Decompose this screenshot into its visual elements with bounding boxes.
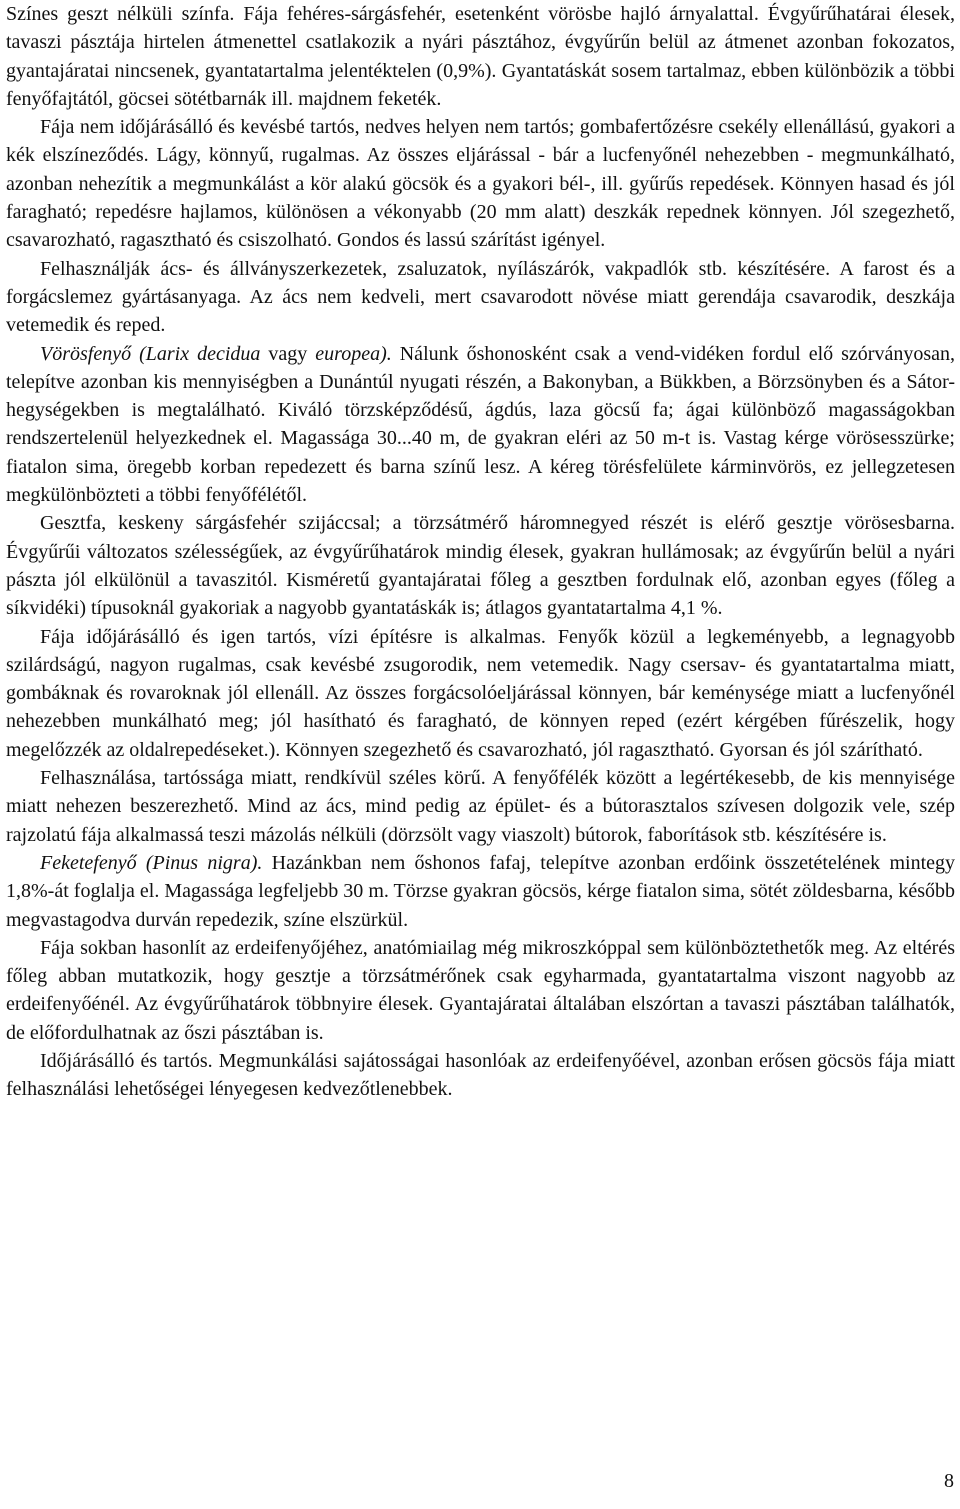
paragraph-black-pine-intro <box>6 849 955 934</box>
species-name-italic-2: europea). <box>315 342 392 365</box>
species-name-italic: Vörösfenyő (Larix decidua <box>40 342 261 365</box>
document-page <box>6 0 955 1104</box>
paragraph-scots-pine-properties <box>6 113 955 254</box>
paragraph-text: Felhasználása, tartóssága miatt, rendkívül széles körű. A fenyőfélék között a legértékesebb, de kis mennyisége miatt nehezen beszerezhető. Mind az ács, mind pedig az épület- és a bútorasztalos szívesen dolgozik vele, szép rajzolatú fája alkalmassá teszi mázolás nélküli (dörzsölt vagy viaszolt) bútorok, faborítások stb. készítésére is. <box>6 767 955 846</box>
paragraph-text: Fája időjárásálló és igen tartós, vízi építésre is alkalmas. Fenyők közül a legkeményebb, a legnagyobb szilárdságú, nagyon rugalmas, csak kevésbé zsugorodik, nem vetemedik. Nagy csersav- és gyantatartalma miatt, gombáknak és rovaroknak jól ellenáll. Az összes forgácsolóeljárással könnyen, bár keménysége miatt a lucfenyőnél nehezebben munkálható meg; jól hasítható és faragható, de könnyen reped (ezért kérgében fűrészelik, hogy megelőzzék az oldalrepedéseket.). Könnyen szegezhető és csavarozható, jól ragasztható. Gyorsan és jól szárítható. <box>6 625 955 761</box>
paragraph-text: Gesztfa, keskeny sárgásfehér szijáccsal; a törzsátmérő háromnegyed részét is elérő gesztje vörösesbarna. Évgyűrűi változatos szélességűek, az évgyűrűhatárok mindig élesek, gyakran hullámosak; az évgyűrűn belül a nyári pászta jól elkülönül a tavaszitól. Kisméretű gyantajáratai főleg a gesztben fordulnak elő, azonban egyes (főleg a síkvidéki) típusoknál gyakoriak a nagyobb gyantatáskák is; átlagos gyantatartalma 4,1 %. <box>6 512 955 620</box>
paragraph-text: Színes geszt nélküli színfa. Fája fehéres-sárgásfehér, esetenként vörösbe hajló árnyalattal. Évgyűrűhatárai élesek, tavaszi pásztája hirtelen átmenettel csatlakozik a nyári pásztához, évgyűrűn belül az átmenet azonban fokozatos, gyantajáratai nincsenek, gyantatartalma jelentéktelen (0,9%). Gyantatáskát sosem tartalmaz, ebben különbözik a többi fenyőfajtától, göcsei sötétbarnák ill. majdnem feketék. <box>6 3 955 110</box>
paragraph-text: Hazánkban nem őshonos fafaj, telepítve azonban erdőink összetételének mintegy 1,8%-át foglalja el. Magassága legfeljebb 30 m. Törzse gyakran göcsös, kérge fiatalon sima, sötét zöldesbarna, később megvastagodva durván repedezik, színe elszürkül. <box>6 851 955 931</box>
paragraph-larch-wood-structure <box>6 509 955 622</box>
paragraph-larch-properties <box>6 623 955 764</box>
species-name-connector: vagy <box>260 342 316 365</box>
paragraph-larch-intro <box>6 340 955 510</box>
paragraph-text: Fája sokban hasonlít az erdeifenyőjéhez, anatómiailag még mikroszkóppal sem különböztethetők meg. Az eltérés főleg abban mutatkozik, hogy gesztje a törzsátmérőnek csak egyharmada, gyantatartalma viszont nagyobb az erdeifenyőénél. Az évgyűrűhatárok többnyire élesek. Gyantajáratai általában elszórtan a tavaszi pásztában találhatók, de előfordulhatnak az őszi pásztában is. <box>6 936 955 1044</box>
paragraph-black-pine-wood <box>6 934 955 1047</box>
paragraph-text: Felhasználják ács- és állványszerkezetek, zsaluzatok, nyílászárók, vakpadlók stb. készítésére. A farost és a forgácslemez gyártásanyaga. Az ács nem kedveli, mert csavarodott növése miatt gerendája csavarodik, deszkája vetemedik és reped. <box>6 257 955 337</box>
paragraph-text: Nálunk őshonosként csak a vend-vidéken fordul elő szórványosan, telepítve azonban kis mennyiségben a Dunántúl nyugati részén, a Bakonyban, a Bükkben, a Börzsönyben és a Sátor-hegységekben is megtalálható. Kiváló törzsképződésű, ágdús, laza göcsű fa; ágai különböző magasságokban rendszertelenül helyezkednek el. Magassága 30...40 m, de gyakran eléri az 50 m-t is. Vastag kérge vörösesszürke; fiatalon sima, öregebb korban repedezett és barna színű lesz. A kéreg törésfelülete kárminvörös, ez jellegzetesen megkülönbözteti a többi fenyőfélétől. <box>6 342 956 507</box>
species-name-italic: Feketefenyő (Pinus nigra). <box>40 851 263 874</box>
paragraph-text: Időjárásálló és tartós. Megmunkálási sajátosságai hasonlóak az erdeifenyőével, azonban erősen göcsös fája miatt felhasználási lehetőségei lényegesen kedvezőtlenebbek. <box>6 1049 955 1101</box>
page-number: 8 <box>944 1470 954 1492</box>
paragraph-scots-pine-uses <box>6 255 955 340</box>
paragraph-larch-uses <box>6 764 955 849</box>
paragraph-scots-pine-wood-description <box>6 0 955 113</box>
paragraph-text: Fája nem időjárásálló és kevésbé tartós, nedves helyen nem tartós; gombafertőzésre csekély ellenállású, gyakori a kék elszíneződés. Lágy, könnyű, rugalmas. Az összes eljárással - bár a lucfenyőnél nehezebben - megmunkálható, azonban nehezítik a megmunkálást a kör alakú göcsök és a gyakori bél-, ill. gyűrűs repedések. Könnyen hasad és jól faragható; repedésre hajlamos, különösen a vékonyabb (20 mm alatt) deszkák repednek könnyen. Jól szegezhető, csavarozható, ragasztható és csiszolható. Gondos és lassú szárítást igényel. <box>6 116 955 252</box>
paragraph-black-pine-properties <box>6 1047 955 1104</box>
